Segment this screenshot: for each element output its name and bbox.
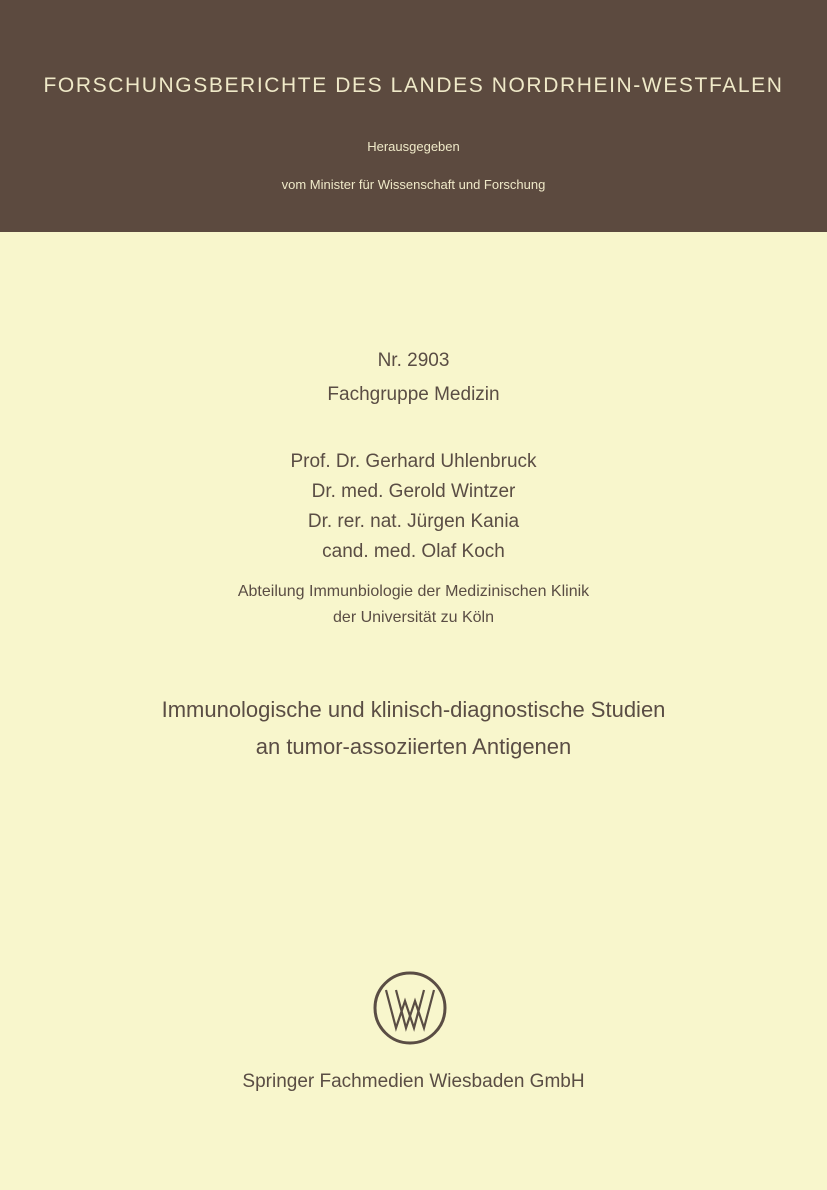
header-band	[0, 0, 827, 232]
publisher-name: Springer Fachmedien Wiesbaden GmbH	[242, 1071, 585, 1092]
author-1: Prof. Dr. Gerhard Uhlenbruck	[290, 451, 537, 472]
editor-line-2: vom Minister für Wissenschaft und Forschung	[281, 177, 546, 192]
series-title: FORSCHUNGSBERICHTE DES LANDES NORDRHEIN-WESTFALEN	[43, 74, 784, 97]
subject-group: Fachgruppe Medizin	[327, 384, 500, 405]
book-title-line-1: Immunologische und klinisch-diagnostische Studien	[161, 697, 666, 722]
author-2: Dr. med. Gerold Wintzer	[311, 481, 516, 502]
institution-line-1: Abteilung Immunbiologie der Medizinischen Klinik	[237, 583, 590, 600]
author-3: Dr. rer. nat. Jürgen Kania	[307, 511, 520, 532]
institution-line-2: der Universität zu Köln	[333, 609, 494, 626]
report-number: Nr. 2903	[377, 350, 450, 371]
book-title-line-2: an tumor-assoziierten Antigenen	[255, 734, 572, 759]
wv-logo-icon	[372, 970, 448, 1046]
editor-line-1: Herausgegeben	[367, 139, 460, 154]
author-4: cand. med. Olaf Koch	[322, 541, 505, 562]
